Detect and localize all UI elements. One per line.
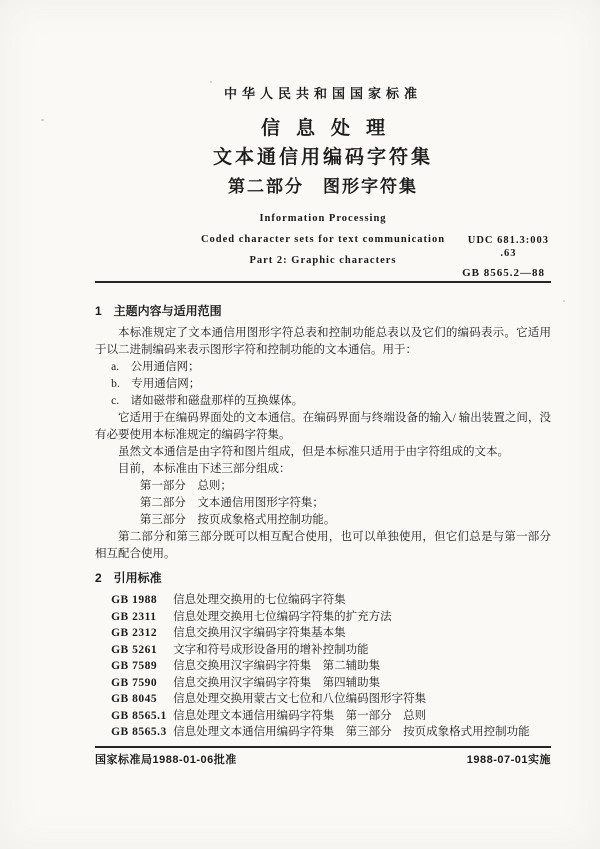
reference-title: 信息处理交换用的七位编码字符集 bbox=[173, 594, 346, 606]
scan-speck bbox=[41, 119, 44, 121]
reference-row bbox=[111, 708, 551, 725]
reference-code: GB 7590 bbox=[111, 676, 158, 689]
reference-code: GB 8045 bbox=[111, 693, 158, 705]
reference-code: GB 2312 bbox=[111, 627, 158, 639]
reference-row bbox=[111, 691, 551, 708]
header-divider-rule bbox=[95, 281, 551, 283]
reference-title: 信息交换用汉字编码字符集基本集 bbox=[173, 627, 346, 639]
reference-title: 信息处理文本通信用编码字符集 第三部分 按页成象格式用控制功能 bbox=[173, 726, 530, 738]
part-item-2: 第二部分 文本通信用图形字符集； bbox=[139, 497, 324, 509]
reference-title: 信息处理文本通信用编码字符集 第一部分 总则 bbox=[173, 709, 427, 722]
section1-paragraph-usage: 第二部分和第三部分既可以相互配合使用，也可以单独使用，但它们总是与第一部分相互配合使用。 bbox=[95, 531, 551, 560]
section1-paragraph-scope: 本标准规定了文本通信用图形字符总表和控制功能总表以及它们的编码表示。它适用于以二进制编码来表示图形字符和控制功能的文本通信。用于： bbox=[95, 327, 551, 356]
footer-row bbox=[95, 751, 551, 767]
national-standard-label: 中华人民共和国国家标准 bbox=[223, 86, 422, 101]
list-item-b: b. 专用通信网； bbox=[111, 378, 201, 390]
section1-paragraph-coded-interface: 它适用于在编码界面处的文本通信。在编码界面与终端设备的输入/ 输出装置之间，没有必要使用本标准规定的编码字符集。 bbox=[95, 412, 551, 441]
reference-row bbox=[111, 642, 551, 659]
reference-title: 信息处理交换用蒙古文七位和八位编码图形字符集 bbox=[173, 693, 427, 705]
section1-paragraph-composition: 目前，本标准由下述三部分组成： bbox=[118, 463, 291, 475]
title-zh-line3: 第二部分 图形字符集 bbox=[228, 177, 418, 196]
reference-row bbox=[111, 592, 551, 609]
part-item-1: 第一部分 总则； bbox=[139, 480, 232, 492]
scan-speck bbox=[563, 300, 565, 302]
section1-paragraph-characters-only: 虽然文本通信是由字符和图片组成，但是本标准只适用于由字符组成的文本。 bbox=[118, 446, 509, 458]
page-content bbox=[95, 86, 551, 741]
reference-code: GB 1988 bbox=[111, 594, 158, 606]
reference-code: GB 7589 bbox=[111, 660, 158, 672]
title-en-line1: Information Processing bbox=[259, 213, 387, 224]
reference-code: GB 2311 bbox=[111, 610, 157, 623]
reference-code: GB 8565.1 bbox=[111, 709, 167, 722]
scan-speck bbox=[210, 81, 212, 83]
reference-row bbox=[111, 609, 551, 626]
implementation-date: 1988-07-01实施 bbox=[466, 754, 551, 766]
standard-code: GB 8565.2—88 bbox=[462, 267, 545, 279]
reference-title: 文字和符号成形设备用的增补控制功能 bbox=[173, 643, 369, 656]
udc-line2: .63 bbox=[500, 248, 517, 259]
page-footer bbox=[95, 746, 551, 767]
reference-code: GB 5261 bbox=[111, 643, 158, 656]
udc-classification bbox=[468, 234, 549, 260]
reference-row bbox=[111, 724, 551, 741]
title-en-line3: Part 2: Graphic characters bbox=[249, 255, 397, 266]
approval-date: 国家标准局1988-01-06批准 bbox=[95, 754, 237, 766]
udc-line1: UDC 681.3:003 bbox=[467, 235, 549, 246]
title-zh-line2: 文本通信用编码字符集 bbox=[212, 147, 433, 168]
reference-row bbox=[111, 658, 551, 675]
section1-heading: 1 主题内容与适用范围 bbox=[95, 304, 222, 318]
list-item-a: a. 公用通信网； bbox=[111, 361, 200, 373]
reference-code: GB 8565.3 bbox=[111, 726, 167, 738]
reference-title: 信息交换用汉字编码字符集 第二辅助集 bbox=[173, 660, 381, 672]
part-item-3: 第三部分 按页成象格式用控制功能。 bbox=[139, 514, 336, 526]
footer-divider-rule bbox=[95, 746, 551, 748]
title-en-line2: Coded character sets for text communication bbox=[200, 234, 446, 245]
reference-row bbox=[111, 625, 551, 642]
title-zh-line1: 信息处理 bbox=[260, 118, 401, 139]
reference-title: 信息交换用汉字编码字符集 第四辅助集 bbox=[173, 676, 381, 689]
reference-title: 信息处理交换用七位编码字符集的扩充方法 bbox=[173, 610, 392, 623]
reference-row bbox=[111, 675, 551, 692]
section2-heading: 2 引用标准 bbox=[95, 571, 162, 585]
reference-list bbox=[95, 592, 551, 741]
list-item-c: c. 诸如磁带和磁盘那样的互换媒体。 bbox=[111, 395, 304, 407]
